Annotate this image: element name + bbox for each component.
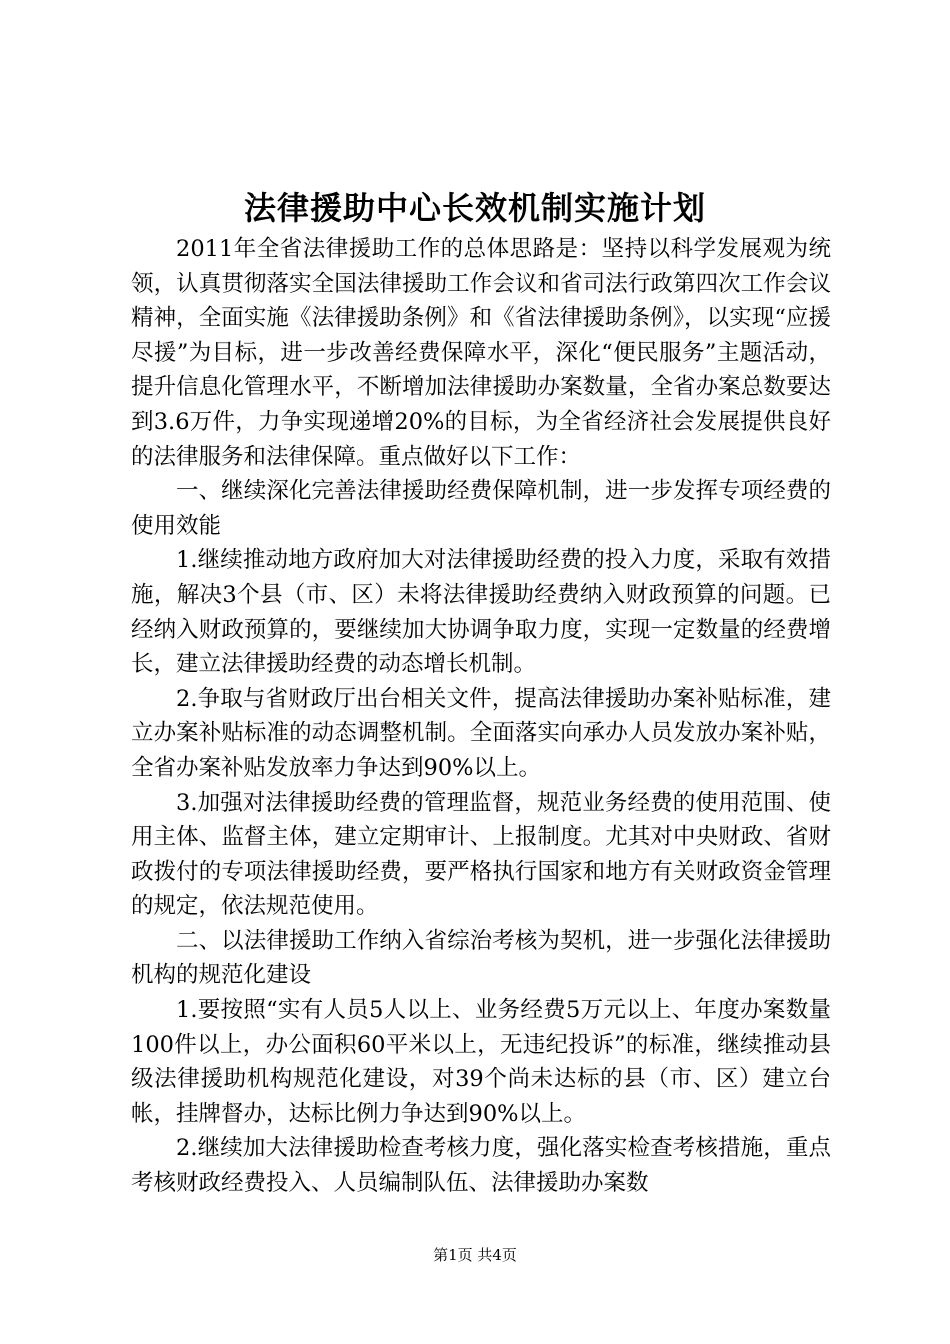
paragraph-section-1-item-1: 1.继续推动地方政府加大对法律援助经费的投入力度，采取有效措施，解决3个县（市、区）未将法律援助经费纳入财政预算的问题。已经纳入财政预算的，要继续加大协调争取力度，实现一定数量的经费增长，建立法律援助经费的动态增长机制。	[131, 547, 831, 678]
document-body	[131, 232, 831, 1201]
paragraph-section-1-item-3: 3.加强对法律援助经费的管理监督，规范业务经费的使用范围、使用主体、监督主体，建立定期审计、上报制度。尤其对中央财政、省财政拨付的专项法律援助经费，要严格执行国家和地方有关财政资金管理的规定，依法规范使用。	[131, 789, 831, 920]
document-title: 法律援助中心长效机制实施计划	[243, 189, 706, 227]
paragraph-section-2-heading: 二、以法律援助工作纳入省综治考核为契机，进一步强化法律援助机构的规范化建设	[131, 927, 831, 989]
page-number-footer: 第1页 共4页	[433, 1246, 517, 1264]
paragraph-section-2-item-2: 2.继续加大法律援助检查考核力度，强化落实检查考核措施，重点考核财政经费投入、人员编制队伍、法律援助办案数	[131, 1135, 831, 1197]
paragraph-section-1-item-2: 2.争取与省财政厅出台相关文件，提高法律援助办案补贴标准，建立办案补贴标准的动态调整机制。全面落实向承办人员发放办案补贴，全省办案补贴发放率力争达到90%以上。	[131, 685, 831, 781]
paragraph-intro: 2011年全省法律援助工作的总体思路是：坚持以科学发展观为统领，认真贯彻落实全国法律援助工作会议和省司法行政第四次工作会议精神，全面实施《法律援助条例》和《省法律援助条例》，以实现“应援尽援”为目标，进一步改善经费保障水平，深化“便民服务”主题活动，提升信息化管理水平，不断增加法律援助办案数量，全省办案总数要达到3.6万件，力争实现递增20%的目标，为全省经济社会发展提供良好的法律服务和法律保障。重点做好以下工作：	[131, 236, 831, 470]
paragraph-section-1-heading: 一、继续深化完善法律援助经费保障机制，进一步发挥专项经费的使用效能	[131, 478, 831, 539]
paragraph-section-2-item-1: 1.要按照“实有人员5人以上、业务经费5万元以上、年度办案数量100件以上，办公面积60平米以上，无违纪投诉”的标准，继续推动县级法律援助机构规范化建设，对39个尚未达标的县（市、区）建立台帐，挂牌督办，达标比例力争达到90%以上。	[131, 997, 831, 1127]
